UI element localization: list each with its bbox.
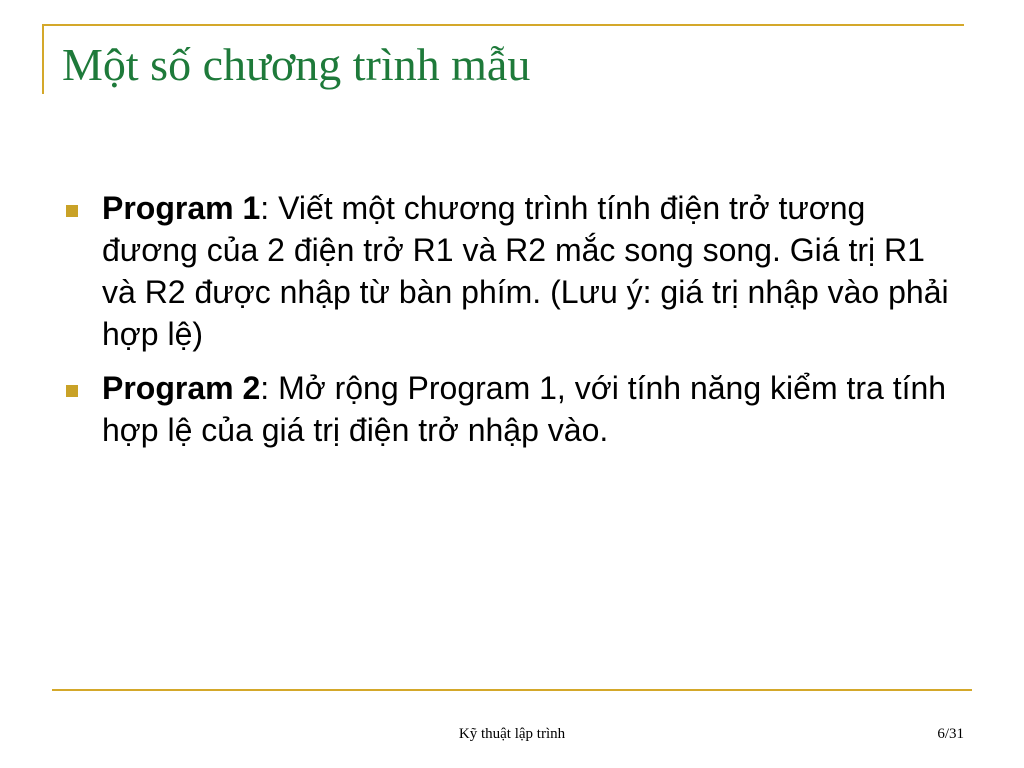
bullet-item-program-2 — [62, 367, 952, 451]
footer-divider-line — [52, 689, 972, 691]
slide-title: Một số chương trình mẫu — [62, 39, 531, 90]
bullet-lead-program-1: Program 1 — [102, 190, 261, 226]
page-number: 6/31 — [937, 726, 964, 742]
title-frame-left-line — [42, 24, 44, 94]
bullet-text-program-1: : Viết một chương trình tính điện trở tương đương của 2 điện trở R1 và R2 mắc song song. Giá trị R1 và R2 được nhập từ bàn phím. (Lưu ý: giá trị nhập vào phải hợp lệ) — [102, 190, 949, 352]
bullet-item-program-1 — [62, 187, 952, 355]
square-bullet-icon — [66, 385, 78, 397]
bullet-lead-program-2: Program 2 — [102, 370, 261, 406]
bullet-list — [62, 187, 952, 463]
square-bullet-icon — [66, 205, 78, 217]
footer-course-title: Kỹ thuật lập trình — [458, 726, 566, 742]
title-frame-top-line — [42, 24, 964, 26]
bullet-text-program-2: : Mở rộng Program 1, với tính năng kiểm tra tính hợp lệ của giá trị điện trở nhập vào. — [102, 370, 947, 448]
